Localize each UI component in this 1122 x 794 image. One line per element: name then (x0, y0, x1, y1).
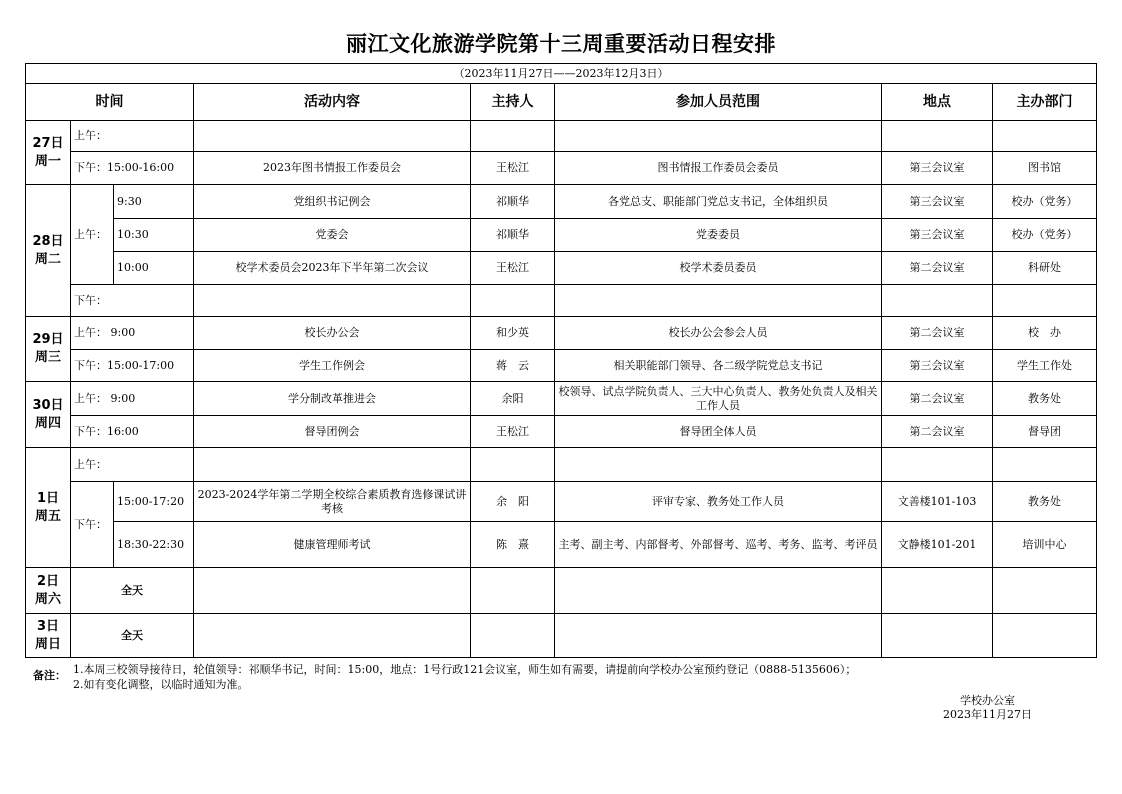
table-row (26, 121, 1097, 152)
period-row (26, 64, 1097, 84)
time-cell: 上午： (71, 448, 194, 482)
content-cell: 2023-2024学年第二学期全校综合素质教育选修课试讲考核 (194, 482, 471, 522)
content-cell: 2023年图书情报工作委员会 (194, 152, 471, 185)
time-cell: 上午： 9:00 (71, 382, 194, 416)
content-cell: 党委会 (194, 219, 471, 252)
time-cell: 全天 (71, 614, 194, 658)
note-line: 2.如有变化调整，以临时通知为准。 (73, 678, 249, 691)
location-cell (882, 285, 993, 317)
organizer-cell (993, 448, 1097, 482)
organizer-cell: 培训中心 (993, 522, 1097, 568)
table-row (26, 350, 1097, 382)
organizer-cell (993, 121, 1097, 152)
host-cell (471, 448, 555, 482)
content-cell (194, 285, 471, 317)
note-line: 1.本周三校领导接待日，轮值领导：祁顺华书记，时间：15:00，地点：1号行政121会议室，师生如有需要，请提前向学校办公室预约登记（0888-5135606）； (73, 663, 857, 676)
content-cell (194, 448, 471, 482)
organizer-cell: 科研处 (993, 252, 1097, 285)
day-label-sun: 3日 周日 (26, 614, 71, 658)
content-cell: 健康管理师考试 (194, 522, 471, 568)
host-cell: 王松江 (471, 152, 555, 185)
issue-date: 2023年11月27日 (943, 708, 1032, 721)
header-location: 地点 (882, 84, 993, 121)
organizer-cell (993, 568, 1097, 614)
organizer-cell: 督导团 (993, 416, 1097, 448)
participants-cell: 校学术委员委员 (555, 252, 882, 285)
time-cell: 上午： 9:00 (71, 317, 194, 350)
content-cell: 学生工作例会 (194, 350, 471, 382)
organizer-cell (993, 614, 1097, 658)
time-cell: 上午： (71, 121, 194, 152)
period-range: （2023年11月27日——2023年12月3日） (26, 64, 1097, 84)
location-cell: 第三会议室 (882, 219, 993, 252)
content-cell: 校学术委员会2023年下半年第二次会议 (194, 252, 471, 285)
host-cell: 余 阳 (471, 482, 555, 522)
time-cell: 下午：15:00-17:00 (71, 350, 194, 382)
host-cell: 祁顺华 (471, 185, 555, 219)
location-cell: 文静楼101-201 (882, 522, 993, 568)
participants-cell (555, 614, 882, 658)
organizer-cell: 图书馆 (993, 152, 1097, 185)
table-row (26, 285, 1097, 317)
table-row (26, 614, 1097, 658)
host-cell (471, 568, 555, 614)
host-cell: 蒋 云 (471, 350, 555, 382)
content-cell (194, 614, 471, 658)
participants-cell: 党委委员 (555, 219, 882, 252)
time-cell: 15:00-17:20 (114, 482, 194, 522)
table-row (26, 382, 1097, 416)
location-cell: 第二会议室 (882, 252, 993, 285)
participants-cell: 图书情报工作委员会委员 (555, 152, 882, 185)
day-label-thu: 30日 周四 (26, 382, 71, 448)
organizer-cell: 校办（党务） (993, 185, 1097, 219)
host-cell (471, 614, 555, 658)
participants-cell: 相关职能部门领导、各二级学院党总支书记 (555, 350, 882, 382)
header-row (26, 84, 1097, 121)
header-organizer: 主办部门 (993, 84, 1097, 121)
table-row (26, 152, 1097, 185)
table-row (26, 317, 1097, 350)
day-label-wed: 29日 周三 (26, 317, 71, 382)
host-cell: 陈 熹 (471, 522, 555, 568)
notes-lines (73, 662, 1113, 692)
location-cell: 第三会议室 (882, 152, 993, 185)
content-cell: 党组织书记例会 (194, 185, 471, 219)
am-label: 上午： (71, 185, 114, 285)
table-row (26, 219, 1097, 252)
schedule-table (25, 63, 1097, 658)
participants-cell (555, 285, 882, 317)
participants-cell: 督导团全体人员 (555, 416, 882, 448)
location-cell (882, 121, 993, 152)
location-cell: 文善楼101-103 (882, 482, 993, 522)
page-title: 丽江文化旅游学院第十三周重要活动日程安排 (346, 31, 776, 56)
time-cell: 全天 (71, 568, 194, 614)
content-cell (194, 121, 471, 152)
location-cell (882, 448, 993, 482)
host-cell: 王松江 (471, 416, 555, 448)
header-participants: 参加人员范围 (555, 84, 882, 121)
organizer-cell: 学生工作处 (993, 350, 1097, 382)
location-cell: 第三会议室 (882, 350, 993, 382)
content-cell: 校长办公会 (194, 317, 471, 350)
day-label-fri: 1日 周五 (26, 448, 71, 568)
participants-cell (555, 568, 882, 614)
location-cell: 第二会议室 (882, 382, 993, 416)
participants-cell: 评审专家、教务处工作人员 (555, 482, 882, 522)
participants-cell: 校领导、试点学院负责人、三大中心负责人、教务处负责人及相关工作人员 (555, 382, 882, 416)
organizer-cell: 教务处 (993, 482, 1097, 522)
host-cell: 和少英 (471, 317, 555, 350)
location-cell: 第二会议室 (882, 317, 993, 350)
participants-cell: 校长办公会参会人员 (555, 317, 882, 350)
table-row (26, 522, 1097, 568)
location-cell (882, 568, 993, 614)
pm-label: 下午： (71, 482, 114, 568)
signature-block (900, 694, 1075, 722)
day-label-sat: 2日 周六 (26, 568, 71, 614)
notes-label: 备注： (33, 669, 66, 682)
location-cell (882, 614, 993, 658)
header-time: 时间 (26, 84, 194, 121)
time-cell: 9:30 (114, 185, 194, 219)
host-cell (471, 121, 555, 152)
organizer-cell: 校办（党务） (993, 219, 1097, 252)
time-cell: 下午：16:00 (71, 416, 194, 448)
host-cell: 王松江 (471, 252, 555, 285)
time-cell: 10:30 (114, 219, 194, 252)
organizer-cell: 校 办 (993, 317, 1097, 350)
host-cell (471, 285, 555, 317)
time-cell: 下午： (71, 285, 194, 317)
table-row (26, 185, 1097, 219)
content-cell (194, 568, 471, 614)
day-label-tue: 28日 周二 (26, 185, 71, 317)
header-host: 主持人 (471, 84, 555, 121)
day-label-mon: 27日 周一 (26, 121, 71, 185)
participants-cell (555, 121, 882, 152)
organizer-cell (993, 285, 1097, 317)
participants-cell (555, 448, 882, 482)
host-cell: 祁顺华 (471, 219, 555, 252)
time-cell: 10:00 (114, 252, 194, 285)
content-cell: 学分制改革推进会 (194, 382, 471, 416)
organizer-cell: 教务处 (993, 382, 1097, 416)
time-cell: 18:30-22:30 (114, 522, 194, 568)
location-cell: 第二会议室 (882, 416, 993, 448)
participants-cell: 各党总支、职能部门党总支书记，全体组织员 (555, 185, 882, 219)
table-row (26, 416, 1097, 448)
content-cell: 督导团例会 (194, 416, 471, 448)
location-cell: 第三会议室 (882, 185, 993, 219)
table-row (26, 448, 1097, 482)
host-cell: 余阳 (471, 382, 555, 416)
header-content: 活动内容 (194, 84, 471, 121)
time-cell: 下午：15:00-16:00 (71, 152, 194, 185)
issuing-office: 学校办公室 (960, 694, 1015, 707)
table-row (26, 252, 1097, 285)
table-row (26, 482, 1097, 522)
table-row (26, 568, 1097, 614)
participants-cell: 主考、副主考、内部督考、外部督考、巡考、考务、监考、考评员 (555, 522, 882, 568)
